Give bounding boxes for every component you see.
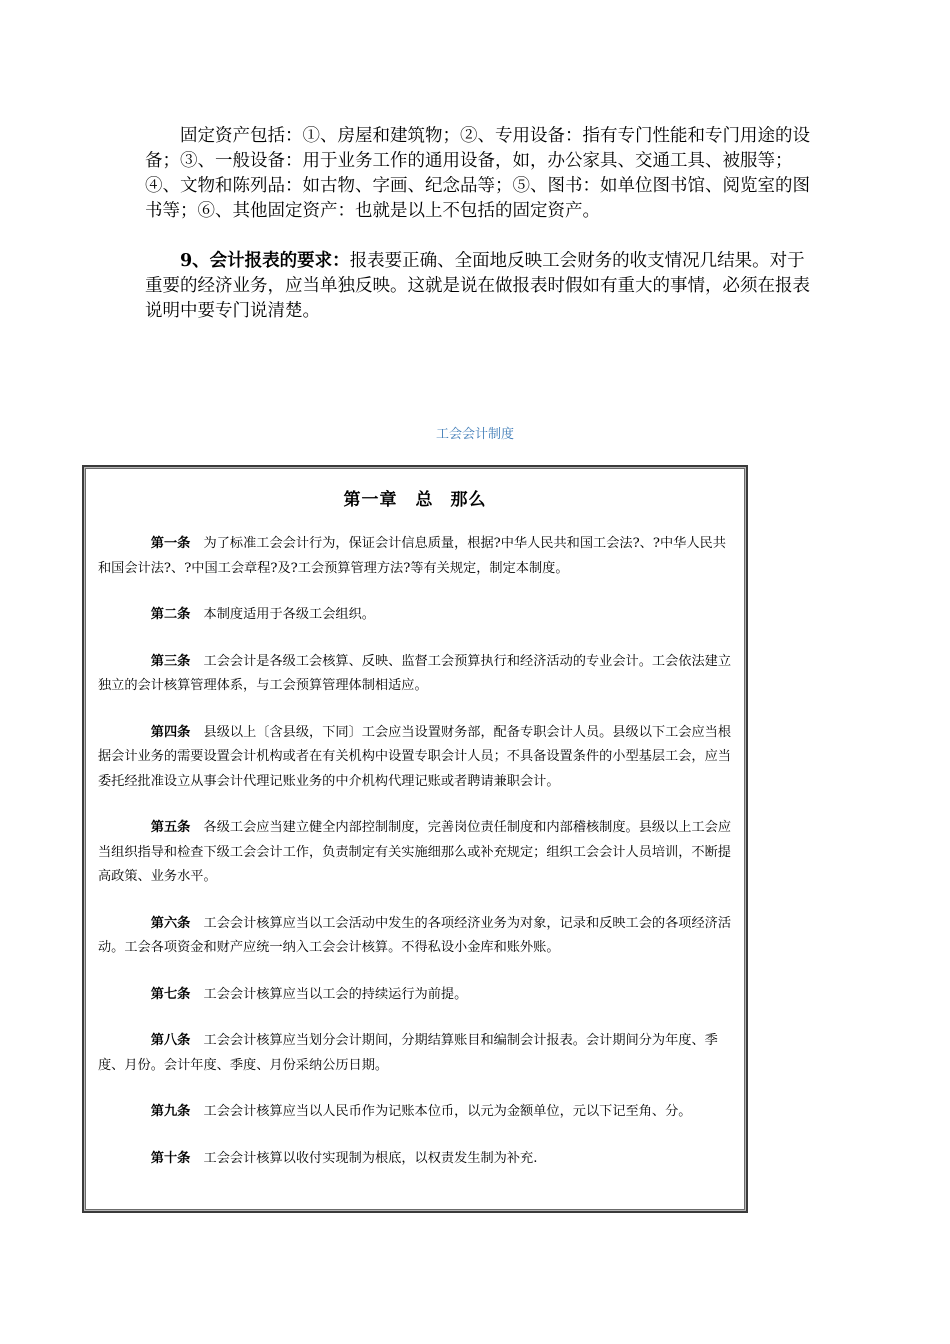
- chapter-title: 第一章 总 那么: [343, 490, 487, 510]
- article-text: 工会会计核算以收付实现制为根底，以权责发生制为补充.: [203, 1150, 538, 1166]
- article-number: 第一条: [150, 536, 191, 551]
- article-number: 第四条: [150, 724, 191, 740]
- article-item: [98, 912, 732, 961]
- article-item: [98, 532, 732, 581]
- report-requirements-heading: 9、会计报表的要求：: [180, 251, 350, 271]
- article-text: 工会会计是各级工会核算、反映、监督工会预算执行和经济活动的专业会计。工会依法建立独立的会计核算管理体系，与工会预算管理体制相适应。: [98, 653, 732, 693]
- article-text: 本制度适用于各级工会组织。: [203, 607, 375, 622]
- article-item: [98, 983, 732, 1008]
- article-number: 第五条: [150, 820, 191, 835]
- regulation-text-box: [82, 465, 748, 1213]
- article-item: [98, 1100, 732, 1125]
- article-item: [98, 816, 732, 890]
- article-list: [98, 532, 732, 1171]
- article-item: [98, 603, 732, 628]
- report-requirements-text: 报表要正确、全面地反映工会财务的收支情况几结果。对于重要的经济业务，应当单独反映。这就是说在做报表时假如有重大的事情，必须在报表说明中要专门说清楚。: [145, 251, 810, 321]
- article-text: 工会会计核算应当以工会的持续运行为前提。: [203, 986, 468, 1002]
- article-number: 第二条: [150, 607, 191, 622]
- article-text: 县级以上〔含县级，下同〕工会应当设置财务部，配备专职会计人员。县级以下工会应当根据会计业务的需要设置会计机构或者在有关机构中设置专职会计人员；不具备设置条件的小型基层工会，应当委托经批准设立从事会计代理记账业务的中介机构代理记账或者聘请兼职会计。: [98, 724, 732, 789]
- article-item: [98, 721, 732, 795]
- article-text: 各级工会应当建立健全内部控制制度，完善岗位责任制度和内部稽核制度。县级以上工会应当组织指导和检查下级工会会计工作，负责制定有关实施细那么或补充规定；组织工会会计人员培训，不断提高政策、业务水平。: [98, 820, 732, 884]
- fixed-assets-paragraph: 固定资产包括：①、房屋和建筑物；②、专用设备：指有专门性能和专门用途的设备；③、一般设备：用于业务工作的通用设备，如，办公家具、交通工具、被服等；④、文物和陈列品：如古物、字画、纪念品等；⑤、图书：如单位图书馆、阅览室的图书等；⑥、其他固定资产：也就是以上不包括的固定资产。: [145, 126, 810, 221]
- report-requirements-paragraph: [145, 249, 810, 324]
- article-item: [98, 1029, 732, 1078]
- article-number: 第六条: [150, 915, 191, 931]
- article-text: 工会会计核算应当划分会计期间，分期结算账目和编制会计报表。会计期间分为年度、季度、月份。会计年度、季度、月份采纳公历日期。: [98, 1033, 718, 1073]
- article-text: 工会会计核算应当以人民币作为记账本位币，以元为金额单位，元以下记至角、分。: [203, 1104, 692, 1119]
- article-number: 第十条: [150, 1150, 191, 1166]
- article-item: [98, 1147, 732, 1172]
- document-link-title[interactable]: 工会会计制度: [435, 427, 514, 442]
- article-number: 第九条: [150, 1104, 191, 1119]
- article-text: 工会会计核算应当以工会活动中发生的各项经济业务为对象，记录和反映工会的各项经济活动。工会各项资金和财产应统一纳入工会会计核算。不得私设小金库和账外账。: [98, 915, 732, 955]
- article-item: [98, 650, 732, 699]
- article-text: 为了标准工会会计行为，保证会计信息质量，根据?中华人民共和国工会法?、?中华人民共和国会计法?、?中国工会章程?及?工会预算管理方法?等有关规定，制定本制度。: [98, 536, 726, 576]
- article-number: 第七条: [150, 986, 191, 1002]
- article-number: 第三条: [150, 653, 191, 669]
- upper-text-section: [145, 124, 810, 324]
- article-number: 第八条: [150, 1033, 191, 1048]
